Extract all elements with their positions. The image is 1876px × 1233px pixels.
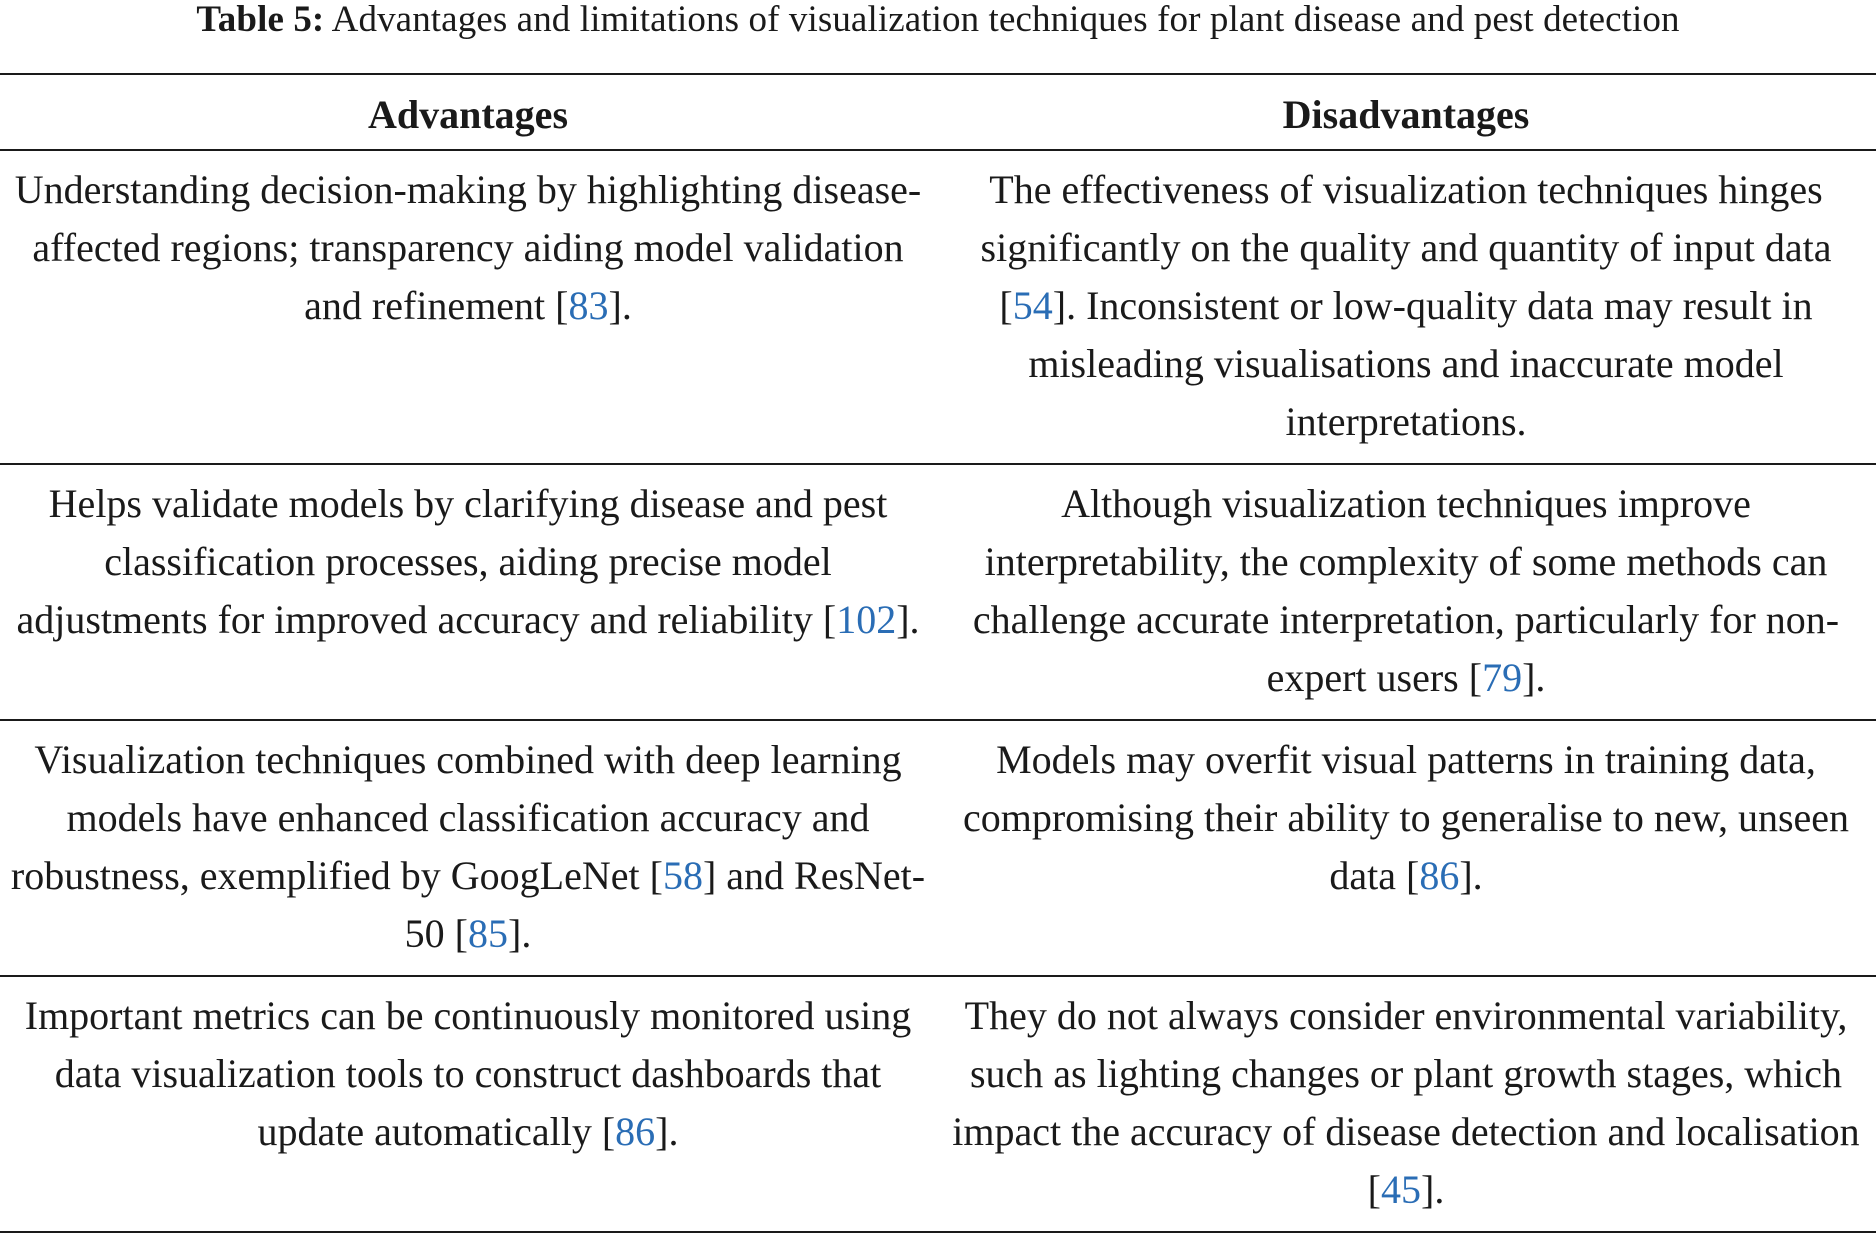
comparison-table [0,73,1876,1233]
cell-text: Helps validate models by clarifying disease and pest classification processes, aiding precise model adjustments for improved accuracy and reliability [16,481,888,642]
citation-link[interactable]: 86 [615,1109,656,1154]
cell-text: Important metrics can be continuously monitored using data visualization tools to construct dashboards that update automatically [24,993,912,1154]
cell-text-end: . Inconsistent or low-quality data may result in misleading visualisations and inaccurate model interpretations. [1028,283,1813,444]
advantage-cell: Helps validate models by clarifying disease and pest classification processes, aiding precise model adjustments for improved accuracy and reliability [102]. [16,481,920,642]
cell-text-end: . [621,283,632,328]
cell-text-end: . [668,1109,679,1154]
citation-link[interactable]: 58 [662,853,703,898]
header-disadvantages: Disadvantages [1282,92,1530,137]
cell-text: Models may overfit visual patterns in training data, compromising their ability to generalise to new, unseen data [962,737,1850,898]
table-row [0,976,1876,1232]
cell-text: They do not always consider environmental variability, such as lighting changes or plant growth stages, which impact the accuracy of disease detection and localisation [952,993,1860,1154]
disadvantage-cell: Models may overfit visual patterns in training data, compromising their ability to generalise to new, unseen data [86]. [962,737,1850,898]
table-row [0,464,1876,720]
cell-text-end: . [909,597,920,642]
cell-text-end: . [521,911,532,956]
citation-link[interactable]: 45 [1381,1167,1421,1212]
citation-link[interactable]: 102 [836,597,897,642]
table-caption [0,0,1876,40]
citation-link[interactable]: 79 [1482,655,1523,700]
disadvantage-cell: They do not always consider environmental variability, such as lighting changes or plant growth stages, which impact the accuracy of disease detection and localisation [45]. [952,993,1860,1212]
caption-label: Table 5: [196,0,325,40]
citation-link[interactable]: 85 [468,911,508,956]
table-header-row [0,74,1876,150]
advantage-cell: Important metrics can be continuously monitored using data visualization tools to construct dashboards that update automatically [86]. [24,993,912,1154]
cell-text: Although visualization techniques improve interpretability, the complexity of some methods can challenge accurate interpretation, particularly for non-expert users [972,481,1840,700]
cell-text: The effectiveness of visualization techniques hinges significantly on the quality and quantity of input data [980,167,1832,270]
caption-text: Advantages and limitations of visualization techniques for plant disease and pest detection [331,0,1680,40]
citation-link[interactable]: 54 [1012,283,1053,328]
cell-text-mid: and ResNet-50 [404,853,926,956]
disadvantage-cell: Although visualization techniques improve interpretability, the complexity of some methods can challenge accurate interpretation, particularly for non-expert users [79]. [972,481,1840,700]
advantage-cell: Visualization techniques combined with deep learning models have enhanced classification accuracy and robustness, exemplified by GoogLeNet [58] and ResNet-50 [85]. [10,737,926,956]
advantage-cell: Understanding decision-making by highlighting disease-affected regions; transparency aiding model validation and refinement [83]. [14,167,922,328]
cell-text-end: . [1434,1167,1445,1212]
disadvantage-cell: The effectiveness of visualization techniques hinges significantly on the quality and quantity of input data [54]. Inconsistent or low-quality data may result in misleading visualisations and inaccurate model interpretations. [980,167,1832,444]
citation-link[interactable]: 83 [568,283,609,328]
cell-text-end: . [1472,853,1483,898]
citation-link[interactable]: 86 [1419,853,1460,898]
table-row [0,720,1876,976]
cell-text: Visualization techniques combined with deep learning models have enhanced classification accuracy and robustness, exemplified by GoogLeNet [10,737,902,898]
table-row [0,150,1876,464]
header-advantages: Advantages [367,92,569,137]
cell-text: Understanding decision-making by highlighting disease-affected regions; transparency aiding model validation and refinement [14,167,922,328]
cell-text-end: . [1535,655,1546,700]
